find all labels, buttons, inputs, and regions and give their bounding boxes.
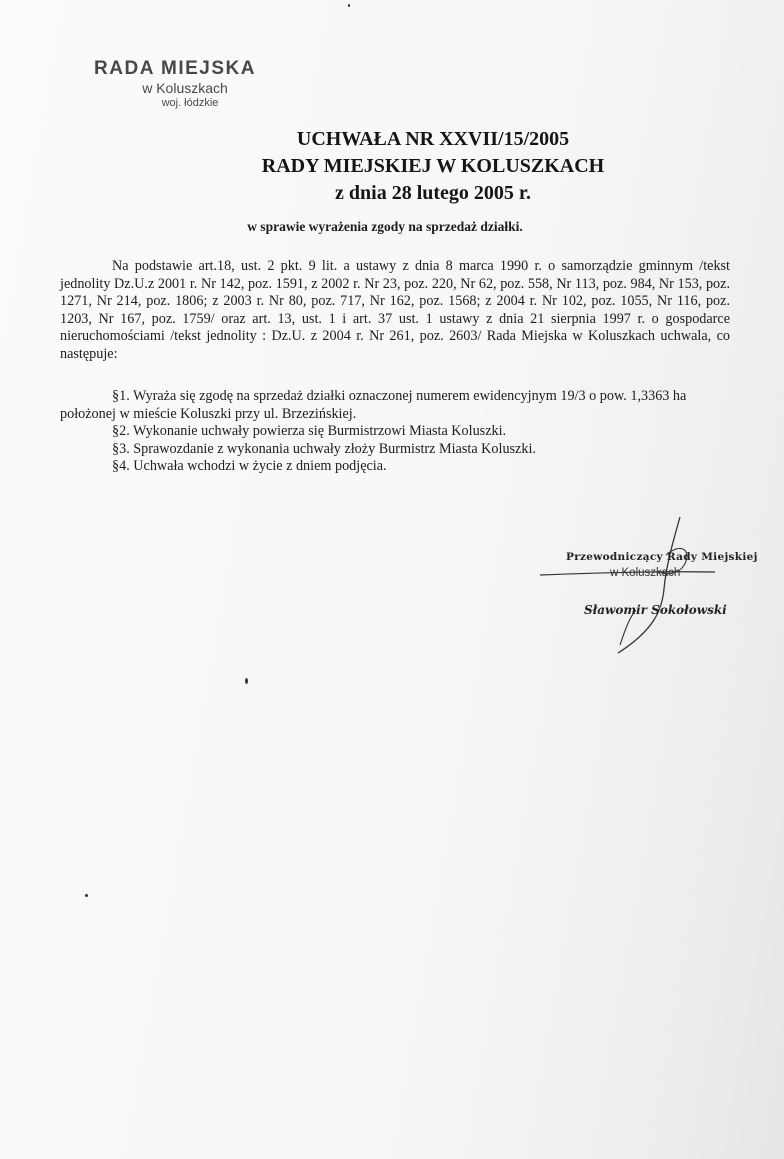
paragraph-3: §3. Sprawozdanie z wykonania uchwały złoży Burmistrz Miasta Koluszki. [112,440,536,457]
scan-speck [245,678,248,684]
stamp-line-council: RADA MIEJSKA [94,58,256,79]
paragraph-1: §1. Wyraża się zgodę na sprzedaż działki oznaczonej numerem ewidencyjnym 19/3 o pow. 1,3363 ha położonej w mieście Koluszki przy ul. Brzezińskiej. [60,388,687,422]
legal-basis-paragraph [60,258,730,364]
paragraph-4: §4. Uchwała wchodzi w życie z dniem podjęcia. [112,458,387,475]
council-stamp [60,58,290,110]
signature-location: w Koluszkach [610,567,681,579]
signature-name: Sławomir Sokołowski [584,603,727,617]
title-council-name: RADY MIEJSKIEJ W KOLUSZKACH [261,155,605,177]
resolution-subject: w sprawie wyrażenia zgody na sprzedaż działki. [247,219,523,234]
stamp-line-voivodeship: woj. łódzkie [161,97,219,109]
signature-block [540,515,780,665]
title-date: z dnia 28 lutego 2005 r. [335,182,531,204]
scan-speck [85,894,88,897]
stamp-line-town: w Koluszkach [142,80,228,96]
handwritten-signature [540,515,780,665]
resolution-title [0,126,784,207]
signature-title: Przewodniczący Rady Miejskiej [566,551,758,563]
title-resolution-number: UCHWAŁA NR XXVII/15/2005 [296,128,570,150]
paragraph-2: §2. Wykonanie uchwały powierza się Burmistrzowi Miasta Koluszki. [112,423,507,440]
resolution-paragraphs [60,388,730,476]
scan-speck [348,4,350,7]
legal-basis-text: Na podstawie art.18, ust. 2 pkt. 9 lit. a ustawy z dnia 8 marca 1990 r. o samorządzie gminnym /tekst jednolity Dz.U.z 2001 r. Nr 142, poz. 1591, z 2002 r. Nr 23, poz. 220, Nr 62, poz. 558, Nr 113, poz. 984, Nr 153, poz. 1271, Nr 214, poz. 1806; z 2003 r. Nr 80, poz. 717, Nr 162, poz. 1568; z 2004 r. Nr 102, poz. 1055, Nr 116, poz. 1203, Nr 167, poz. 1759/ oraz art. 13, ust. 1 i art. 37 ust. 1 ustawy z dnia 21 sierpnia 1997 r. o gospodarce nieruchomościami /tekst jednolity : Dz.U. z 2004 r. Nr 261, poz. 2603/ Rada Miejska w Koluszkach uchwala, co następuje: [60,258,730,362]
